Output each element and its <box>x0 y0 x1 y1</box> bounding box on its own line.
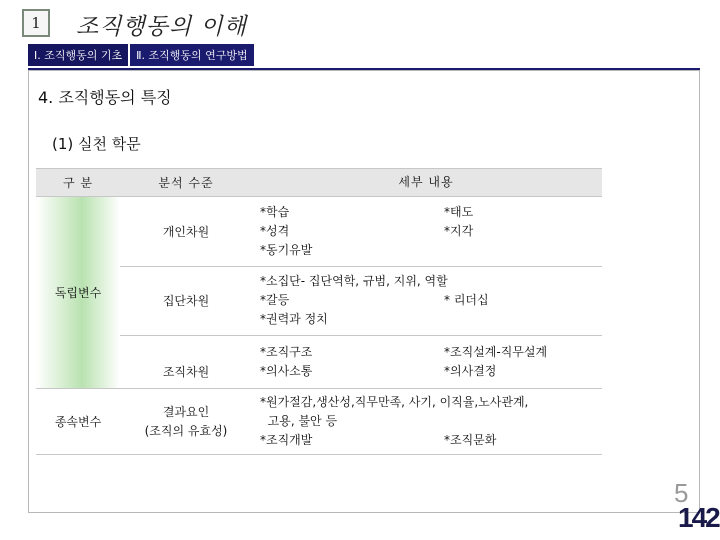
header-category: 구 분 <box>36 169 120 197</box>
level-label: 결과요인 <box>162 404 210 419</box>
level-cell: 조직차원 <box>120 336 252 389</box>
detail-line <box>260 343 592 362</box>
detail-cell <box>252 336 602 389</box>
detail-line <box>260 272 592 291</box>
slide-number-box <box>22 9 50 37</box>
detail-left: *학습 <box>260 204 290 219</box>
table-row <box>36 389 602 455</box>
level-sublabel: (조직의 유효성) <box>144 423 228 438</box>
slide-number: 1 <box>31 14 41 32</box>
table-row <box>36 336 602 389</box>
chapter-number: 5 <box>674 478 689 508</box>
detail-cell <box>252 197 602 267</box>
detail-line <box>260 362 592 381</box>
detail-left: *권력과 정치 <box>260 312 328 327</box>
level-cell <box>120 389 252 455</box>
detail-left: *성격 <box>260 223 290 238</box>
detail-right: *지각 <box>444 223 474 238</box>
detail-left: *조직개발 <box>260 433 313 447</box>
detail-left: *동기유발 <box>260 242 313 257</box>
tab-bar <box>28 44 254 66</box>
detail-line <box>260 310 592 329</box>
dependent-variable-cell <box>36 389 120 455</box>
detail-line <box>260 291 592 310</box>
header-details: 세부 내용 <box>252 169 602 197</box>
detail-right: *조직문화 <box>444 433 497 447</box>
detail-right: *태도 <box>444 204 474 219</box>
detail-cell <box>252 389 602 455</box>
detail-right: *의사결정 <box>444 364 497 379</box>
detail-left: 고용, 불안 등 <box>260 414 338 428</box>
detail-left: *갈등 <box>260 293 290 308</box>
detail-line <box>260 203 592 222</box>
page-number: 142 <box>678 502 719 533</box>
header-analysis-level: 분석 수준 <box>120 169 252 197</box>
detail-left: *조직구조 <box>260 345 313 360</box>
tab-foundations[interactable]: Ⅰ. 조직행동의 기초 <box>28 44 128 66</box>
level-cell: 집단차원 <box>120 266 252 336</box>
detail-left: *의사소통 <box>260 364 313 379</box>
org-behavior-table <box>36 168 602 455</box>
detail-line <box>260 393 592 412</box>
level-cell: 개인차원 <box>120 197 252 267</box>
detail-left: *원가절감,생산성,직무만족, 사기, 이직율,노사관계, <box>260 395 529 409</box>
dependent-variable-label: 종속변수 <box>54 415 102 429</box>
detail-line <box>260 412 592 431</box>
section-heading: 4. 조직행동의 특징 <box>38 88 172 107</box>
detail-line <box>260 241 592 260</box>
table-row <box>36 266 602 336</box>
table-row <box>36 197 602 267</box>
page-title: 조직행동의 이해 <box>76 14 247 40</box>
detail-line <box>260 431 592 450</box>
independent-variable-cell <box>36 197 120 389</box>
detail-right: *조직설계-직무설계 <box>444 345 548 360</box>
detail-line <box>260 222 592 241</box>
tab-research-methods[interactable]: Ⅱ. 조직행동의 연구방법 <box>130 44 254 66</box>
detail-cell <box>252 266 602 336</box>
subsection-heading: (1) 실천 학문 <box>52 135 141 153</box>
detail-left: *소집단- 집단역학, 규범, 지위, 역할 <box>260 274 448 289</box>
detail-right: * 리더십 <box>444 293 489 308</box>
table-header-row <box>36 169 602 197</box>
independent-variable-label: 독립변수 <box>54 286 102 300</box>
